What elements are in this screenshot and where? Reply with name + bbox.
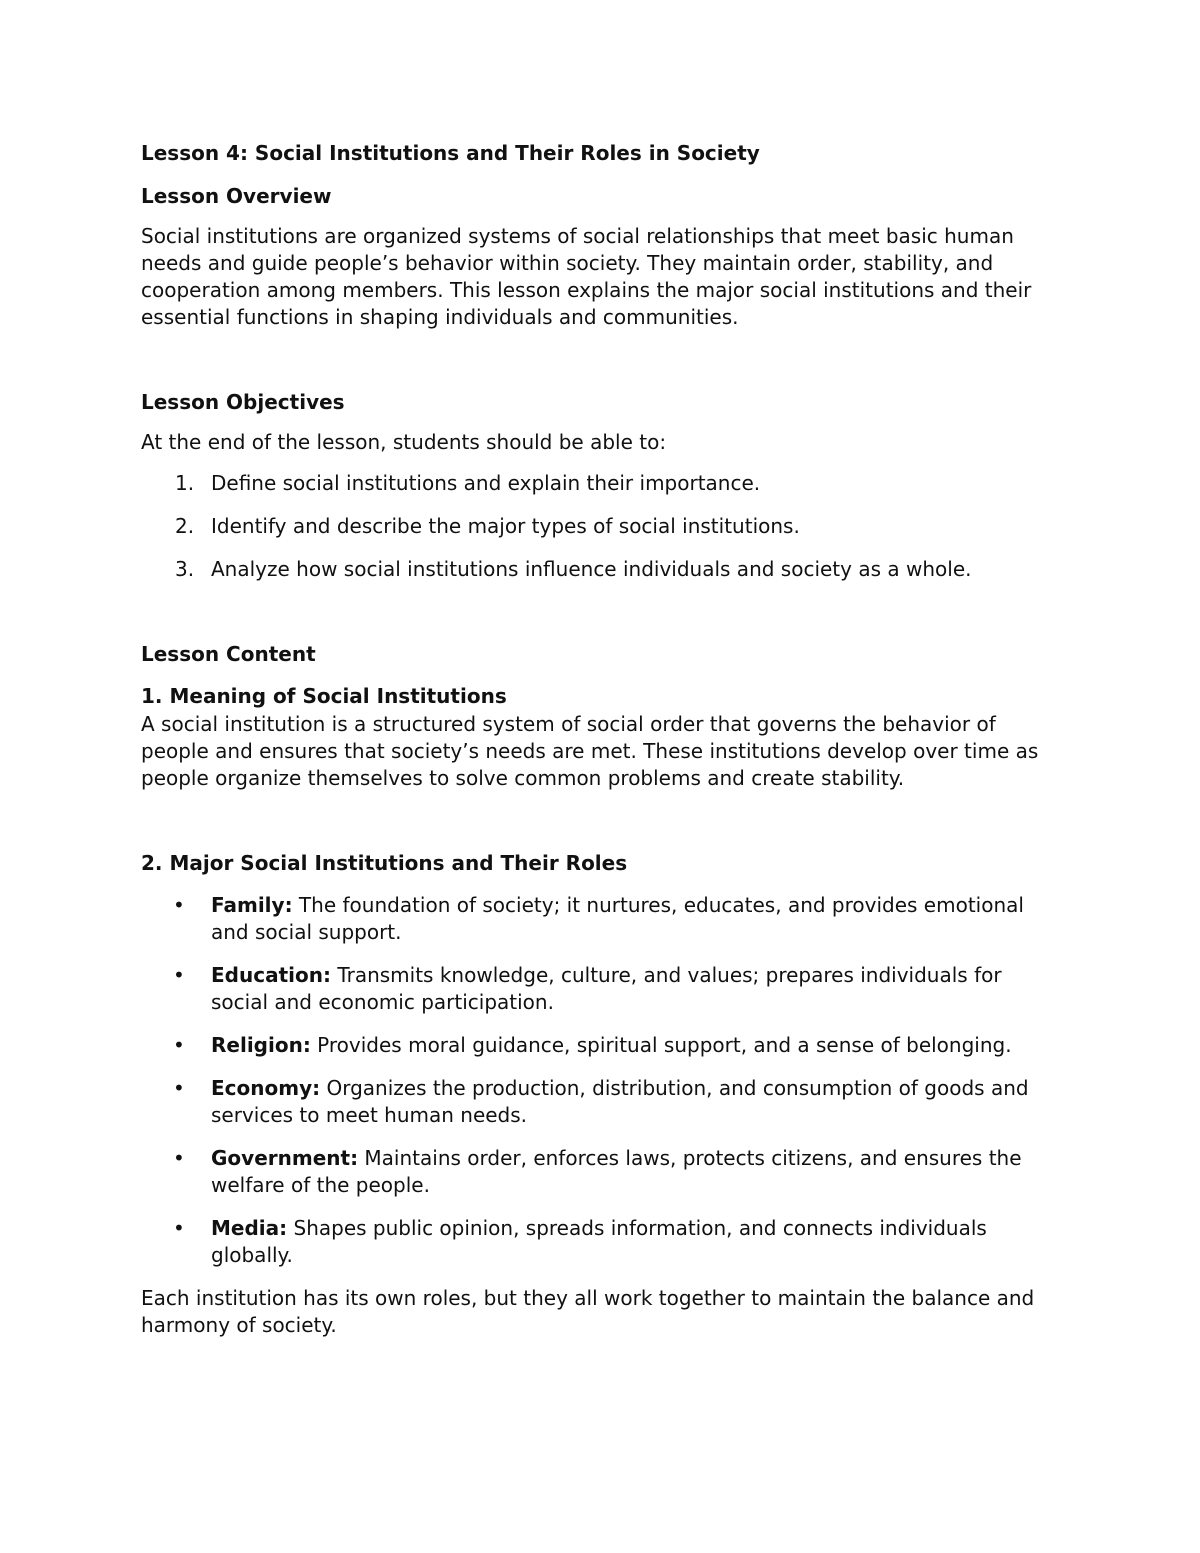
role-item (141, 1215, 1060, 1269)
objectives-intro: At the end of the lesson, students should be able to: (141, 430, 667, 454)
role-text: Transmits knowledge, culture, and values; prepares individuals for social and economic participation. (211, 963, 1002, 1014)
objectives-heading: Lesson Objectives (141, 390, 345, 414)
objective-item (141, 470, 1060, 497)
role-item (141, 962, 1060, 1016)
objectives-list (141, 470, 1060, 583)
role-text: The foundation of society; it nurtures, educates, and provides emotional and social support. (211, 893, 1024, 944)
role-item (141, 892, 1060, 946)
role-term: Media: (211, 1216, 288, 1240)
bullet-icon: • (173, 893, 185, 917)
overview-heading: Lesson Overview (141, 184, 332, 208)
bullet-icon: • (173, 1146, 185, 1170)
lesson-title: Lesson 4: Social Institutions and Their Roles in Society (141, 141, 760, 165)
objective-text: Define social institutions and explain their importance. (211, 471, 761, 495)
role-term: Government: (211, 1146, 359, 1170)
role-text: Maintains order, enforces laws, protects citizens, and ensures the welfare of the people. (211, 1146, 1022, 1197)
bullet-icon: • (173, 1033, 185, 1057)
role-term: Economy: (211, 1076, 321, 1100)
role-item (141, 1032, 1060, 1059)
overview-text: Social institutions are organized systems of social relationships that meet basic human needs and guide people’s behavior within society. They maintain order, stability, and cooperation among members. This lesson explains the major social institutions and their essential functions in shaping individuals and communities. (141, 224, 1032, 329)
meaning-text: A social institution is a structured system of social order that governs the behavior of people and ensures that society’s needs are met. These institutions develop over time as people organize themselves to solve common problems and create stability. (141, 712, 1039, 790)
spacer (141, 599, 1060, 639)
role-term: Religion: (211, 1033, 311, 1057)
bullet-icon: • (173, 1076, 185, 1100)
roles-heading: 2. Major Social Institutions and Their Roles (141, 851, 628, 875)
objective-number: 2. (175, 514, 195, 538)
meaning-heading: 1. Meaning of Social Institutions (141, 684, 507, 708)
role-item (141, 1075, 1060, 1129)
role-text: Shapes public opinion, spreads information, and connects individuals globally. (211, 1216, 987, 1267)
bullet-icon: • (173, 1216, 185, 1240)
spacer (141, 792, 1060, 848)
role-text: Organizes the production, distribution, and consumption of goods and services to meet human needs. (211, 1076, 1029, 1127)
roles-closing-text: Each institution has its own roles, but they all work together to maintain the balance and harmony of society. (141, 1286, 1035, 1337)
content-heading: Lesson Content (141, 642, 316, 666)
objective-number: 3. (175, 557, 195, 581)
objective-item (141, 556, 1060, 583)
objective-text: Analyze how social institutions influence individuals and society as a whole. (211, 557, 972, 581)
role-item (141, 1145, 1060, 1199)
role-term: Education: (211, 963, 331, 987)
objective-number: 1. (175, 471, 195, 495)
role-text: Provides moral guidance, spiritual support, and a sense of belonging. (310, 1033, 1012, 1057)
objective-text: Identify and describe the major types of social institutions. (211, 514, 800, 538)
spacer (141, 331, 1060, 387)
roles-list (141, 892, 1060, 1269)
role-term: Family: (211, 893, 293, 917)
bullet-icon: • (173, 963, 185, 987)
objective-item (141, 513, 1060, 540)
